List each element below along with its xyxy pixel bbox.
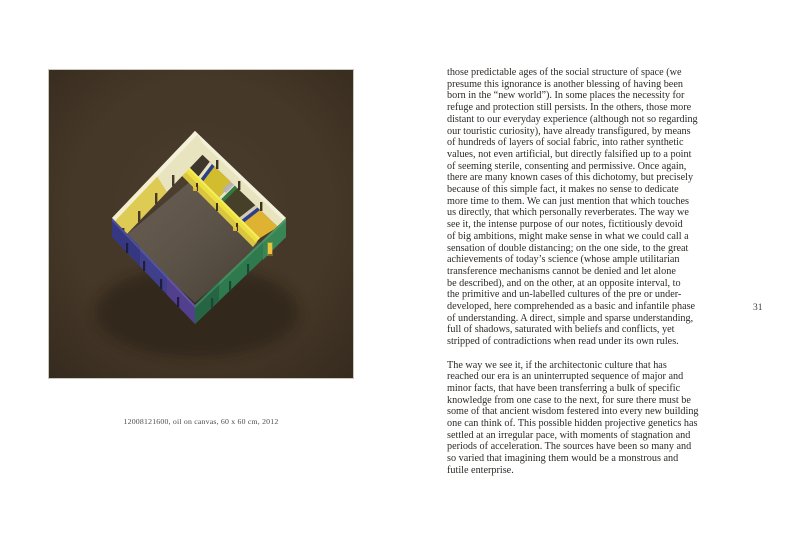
artwork-caption: 12008121600, oil on canvas, 60 x 60 cm, 2012: [123, 417, 279, 426]
text-line: stripped of contradictions when read under its own rules.: [447, 336, 679, 348]
body-text: [447, 67, 747, 488]
text-line: one can think of. This possible hidden projective genetics has: [447, 418, 698, 430]
text-line: of understanding. A direct, simple and sparse understanding,: [447, 312, 694, 324]
text-line: sensation of double distancing; on the one side, to the great: [447, 242, 689, 254]
text-line: see it, the intense purpose of our notes, fictitiously devoid: [447, 219, 683, 231]
artwork-figure: [49, 70, 353, 426]
text-line: achievements of today’s science (whose ample utilitarian: [447, 254, 680, 266]
text-line: of big ambitions, might make sense in what we could call a: [447, 230, 689, 242]
text-line: reached our era is an uninterrupted sequence of major and: [447, 371, 684, 383]
text-line: because of this simple fact, it makes no sense to dedicate: [447, 184, 679, 196]
text-line: more time to them. We can just mention that which touches: [447, 195, 690, 207]
text-line: the primitive and un-labelled cultures of the pre or under-: [447, 289, 682, 301]
text-line: our touristic curiosity), have already transfigured, by means: [447, 125, 691, 137]
text-line: of seeming sterile, consenting and permissive. Once again,: [447, 160, 687, 172]
text-line: distant to our everyday experience (although not so regarding: [447, 113, 698, 125]
text-line: periods of acceleration. The sources have been so many and: [447, 441, 692, 453]
text-line: developed, here comprehended as a basic and infantile phase: [447, 301, 696, 313]
paragraph-2: [447, 360, 747, 477]
text-line: settled at an irregular pace, with moments of stagnation and: [447, 429, 691, 441]
text-line: futile enterprise.: [447, 464, 514, 476]
text-line: full of shadows, saturated with beliefs and conflicts, yet: [447, 324, 675, 336]
text-line: us directly, that which personally reverberates. The way we: [447, 207, 689, 219]
painting-image: [49, 70, 353, 378]
text-line: born in the “new world”). In some places the necessity for: [447, 90, 685, 102]
text-line: refuge and protection still persists. In the others, those more: [447, 102, 692, 114]
text-line: those predictable ages of the social structure of space (we: [447, 67, 682, 78]
text-line: values, not even artificial, but directly falsified up to a point: [447, 148, 692, 160]
text-line: minor facts, that have been transferring a bulk of specific: [447, 382, 681, 394]
text-line: The way we see it, if the architectonic culture that has: [447, 359, 667, 371]
text-line: some of that ancient wisdom festered into every new building: [447, 406, 699, 418]
text-line: transference mechanisms cannot be denied and let alone: [447, 265, 676, 277]
text-line: presume this ignorance is another blessing of having been: [447, 78, 683, 90]
text-line: there are many known cases of this dichotomy, but precisely: [447, 172, 694, 184]
text-line: be described), and on the other, at an opposite interval, to: [447, 277, 681, 289]
door-glow: [268, 243, 272, 254]
text-line: so varied that imagining them would be a monstrous and: [447, 453, 679, 465]
paragraph-1: [447, 67, 747, 348]
text-line: of hundreds of layers of social fabric, into rather synthetic: [447, 137, 684, 149]
text-line: knowledge from one case to the next, for sure there must be: [447, 394, 691, 406]
page-number: 31: [753, 303, 763, 313]
